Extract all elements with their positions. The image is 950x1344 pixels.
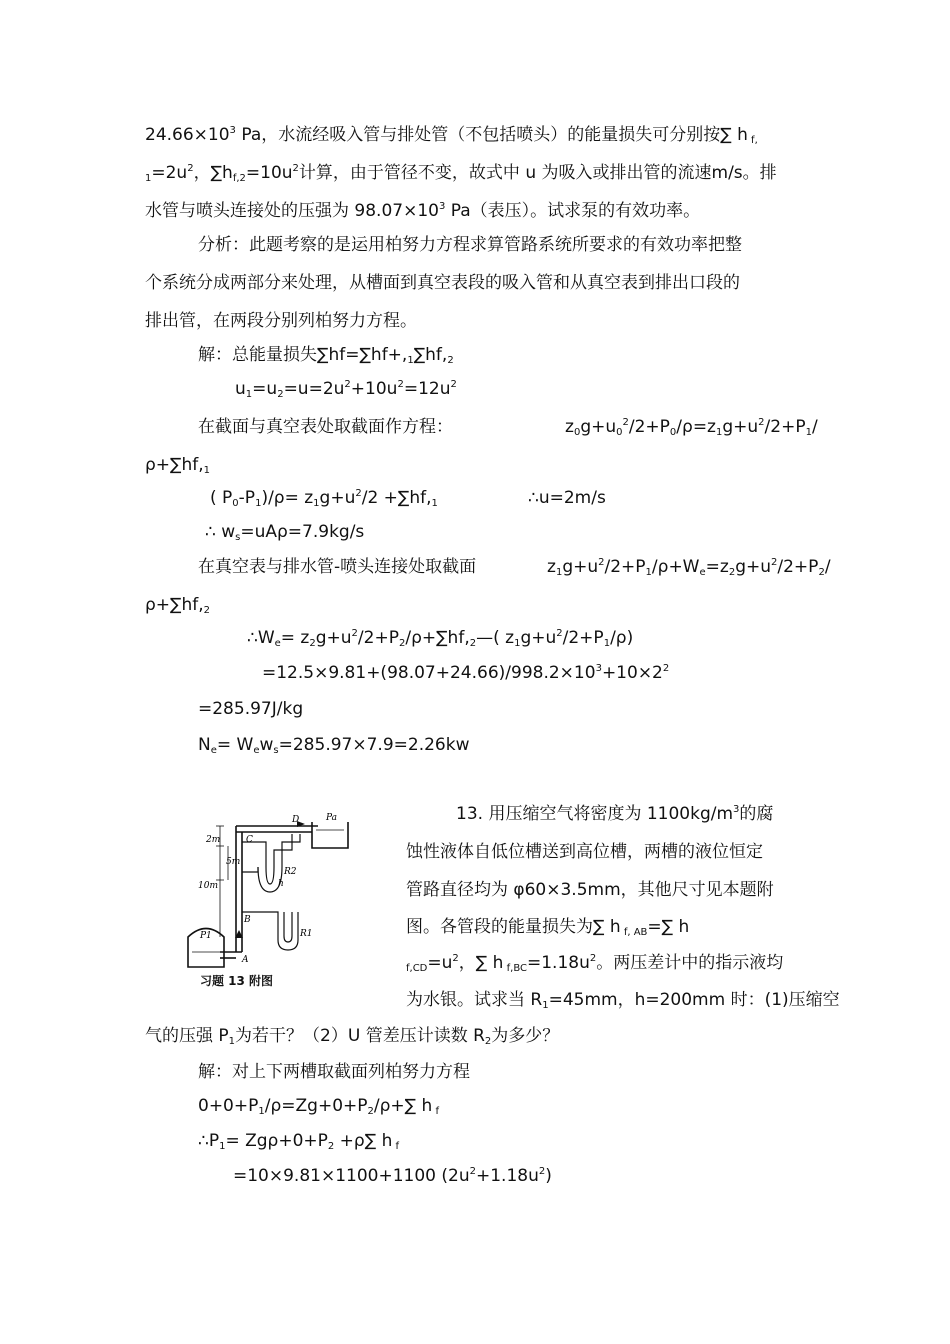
subscript: f, AB: [620, 927, 648, 938]
text-run: 为若干？（2）U 管差压计读数 R: [235, 1026, 485, 1046]
text-run: 解：对上下两槽取截面列柏努力方程: [198, 1062, 470, 1082]
superscript: 2: [469, 1166, 476, 1177]
text-run: =2u: [151, 163, 188, 183]
subscript: 0: [669, 427, 677, 438]
superscript: 2: [538, 1166, 546, 1177]
superscript: 2: [589, 953, 597, 964]
text-run: = z: [280, 628, 310, 648]
label-B: B: [244, 915, 251, 925]
text-run: z: [547, 557, 556, 577]
label-C: C: [246, 835, 253, 845]
text-run: z: [565, 417, 574, 437]
text-run: +ρ∑ h: [334, 1131, 393, 1151]
text-run: Pa，水流经吸入管与排处管（不包括喷头）的能量损失可分别按∑ h: [235, 125, 748, 145]
text-run: 气的压强 P: [145, 1026, 229, 1046]
text-run: 为多少？: [491, 1026, 560, 1046]
subscript: 2: [484, 1036, 492, 1047]
subscript: f,2: [232, 173, 246, 184]
subscript: e: [210, 745, 217, 756]
label-Pa: Pa: [326, 813, 338, 823]
text-run: =z: [705, 557, 729, 577]
superscript: 2: [187, 163, 194, 174]
text-run: =u=2u: [283, 379, 345, 399]
label-A: A: [242, 955, 249, 965]
subscript: 2: [277, 389, 284, 400]
subscript: 2: [327, 1141, 335, 1152]
text-run: =uAρ=7.9kg/s: [240, 522, 365, 542]
superscript: 2: [771, 557, 778, 568]
text-line-l28: [198, 1131, 399, 1151]
text-run: /ρ): [610, 628, 634, 648]
text-run: =10×9.81×1100+1100 (2u: [233, 1166, 470, 1186]
text-line-l9b: [565, 417, 818, 437]
subscript: f: [432, 1106, 439, 1117]
subscript: 0: [616, 427, 623, 438]
subscript: 1: [219, 1141, 226, 1152]
text-run: 管路直径均为 φ60×3.5mm，其他尺寸见本题附: [406, 880, 774, 900]
subscript: 1: [145, 173, 152, 184]
text-run: =45mm，h=200mm 时：(1)压缩空: [548, 990, 840, 1010]
text-line-l8: [235, 379, 457, 399]
superscript: 2: [452, 953, 459, 964]
text-run: g+u: [520, 628, 557, 648]
subscript: e: [253, 745, 260, 756]
text-run: -P: [238, 488, 256, 508]
text-run: ，∑ h: [458, 953, 504, 973]
subscript: 1: [313, 498, 320, 509]
text-run: )/ρ= z: [261, 488, 314, 508]
label-R2: R2: [284, 867, 297, 877]
subscript: 1: [245, 389, 253, 400]
problem-13-figure: [180, 812, 378, 992]
text-run: /ρ+∑ h: [373, 1096, 433, 1116]
superscript: 2: [758, 417, 765, 428]
text-run: 。两压差计中的指示液均: [596, 953, 784, 973]
text-line-l19: [456, 804, 773, 824]
text-run: /ρ=z: [676, 417, 716, 437]
superscript: 2: [292, 163, 299, 174]
subscript: 2: [203, 605, 211, 616]
text-run: 计算，由于管径不变，故式中 u 为吸入或排出管的流速m/s。排: [298, 163, 777, 183]
text-run: = Zgρ+0+P: [225, 1131, 328, 1151]
text-line-l13b: [547, 557, 831, 577]
text-run: +10u: [350, 379, 398, 399]
text-run: 0+0+P: [198, 1096, 259, 1116]
superscript: 2: [450, 379, 457, 390]
text-line-l24: [406, 990, 840, 1010]
superscript: 2: [662, 663, 670, 674]
subscript: 2: [728, 567, 736, 578]
subscript: 2: [367, 1106, 374, 1117]
text-run: =285.97×7.9=2.26kw: [278, 735, 470, 755]
superscript: 3: [595, 663, 602, 674]
text-run: g+u: [562, 557, 599, 577]
text-run: /ρ+W: [651, 557, 700, 577]
text-line-l25: [145, 1026, 559, 1046]
subscript: 2: [469, 638, 477, 649]
superscript: 2: [556, 628, 563, 639]
label-10m: 10m: [198, 881, 218, 891]
text-run: ρ+∑hf,: [145, 595, 204, 615]
text-line-l4: [198, 235, 742, 255]
subscript: 2: [818, 567, 825, 578]
subscript: 1: [407, 355, 414, 366]
subscript: f,BC: [503, 963, 527, 974]
subscript: 1: [203, 465, 211, 476]
subscript: 2: [309, 638, 316, 649]
text-run: g+u: [722, 417, 759, 437]
text-line-l26: [198, 1062, 470, 1082]
text-run: /2+P: [764, 417, 806, 437]
text-run: g+u: [580, 417, 617, 437]
text-line-l29: [233, 1166, 552, 1186]
superscript: 2: [344, 379, 351, 390]
text-run: 排出管，在两段分别列柏努力方程。: [145, 311, 417, 331]
subscript: 1: [514, 638, 521, 649]
subscript: 1: [603, 638, 611, 649]
superscript: 3: [438, 201, 446, 212]
text-line-l6: [145, 311, 417, 331]
text-run: =285.97J/kg: [198, 699, 304, 719]
text-run: =10u: [245, 163, 293, 183]
text-line-l23: [406, 953, 783, 973]
text-line-l12: [205, 522, 364, 542]
superscript: 2: [351, 628, 358, 639]
subscript: 1: [715, 427, 723, 438]
text-run: ∴u=2m/s: [528, 488, 606, 508]
label-D: D: [292, 815, 300, 825]
text-line-l27: [198, 1096, 439, 1116]
text-line-l22: [406, 917, 689, 937]
text-line-l5: [145, 273, 740, 293]
superscript: 2: [598, 557, 605, 568]
text-run: —( z: [476, 628, 515, 648]
text-run: 个系统分成两部分来处理，从槽面到真空表段的吸入管和从真空表到排出口段的: [145, 273, 740, 293]
text-line-l16: [262, 663, 669, 683]
text-run: 13. 用压缩空气将密度为 1100kg/m: [456, 804, 734, 824]
subscript: 1: [805, 427, 812, 438]
text-line-l11: [210, 488, 438, 508]
text-run: /ρ+∑hf,: [405, 628, 470, 648]
text-run: =12.5×9.81+(98.07+24.66)/998.2×10: [262, 663, 596, 683]
text-line-l9: [198, 417, 453, 437]
figure-caption: 习题 13 附图: [200, 974, 274, 988]
text-run: 水管与喷头连接处的压强为 98.07×10: [145, 201, 439, 221]
text-run: /: [824, 557, 831, 577]
text-run: ，∑h: [193, 163, 233, 183]
subscript: 1: [228, 1036, 236, 1047]
subscript: f,CD: [406, 963, 428, 974]
text-run: =1.18u: [526, 953, 590, 973]
text-run: /2+P: [777, 557, 819, 577]
subscript: 1: [431, 498, 438, 509]
superscript: 3: [733, 804, 740, 815]
subscript: 1: [255, 498, 262, 509]
text-run: Pa（表压）。试求泵的有效功率。: [445, 201, 701, 221]
text-run: 24.66×10: [145, 125, 230, 145]
subscript: e: [274, 638, 281, 649]
text-run: /2+P: [604, 557, 646, 577]
text-line-l7: [198, 345, 454, 365]
text-run: +1.18u: [476, 1166, 539, 1186]
text-run: u: [235, 379, 246, 399]
text-run: 为水银。试求当 R: [406, 990, 543, 1010]
subscript: f: [392, 1141, 400, 1152]
subscript: 1: [645, 567, 652, 578]
superscript: 3: [229, 125, 236, 136]
text-run: ∴W: [247, 628, 275, 648]
text-run: g+u: [319, 488, 356, 508]
subscript: s: [235, 532, 241, 543]
text-run: N: [198, 735, 211, 755]
subscript: 0: [232, 498, 239, 509]
label-5m: 5m: [226, 857, 241, 867]
text-run: g+u: [315, 628, 352, 648]
text-run: ∴ w: [205, 522, 236, 542]
text-line-l20: [406, 842, 763, 862]
superscript: 2: [355, 488, 362, 499]
text-line-l17: [198, 699, 303, 719]
text-line-l21: [406, 880, 774, 900]
label-2m: 2m: [206, 835, 221, 845]
subscript: f,: [747, 135, 758, 146]
text-run: 在截面与真空表处取截面作方程：: [198, 417, 453, 437]
subscript: e: [699, 567, 706, 578]
pipe-system-diagram: [180, 812, 378, 972]
text-run: ): [545, 1166, 552, 1186]
text-line-l2: [145, 163, 777, 183]
text-line-l1: [145, 125, 758, 145]
text-line-l14: [145, 595, 210, 615]
text-line-l15: [247, 628, 633, 648]
subscript: 1: [555, 567, 563, 578]
text-line-l10: [145, 455, 210, 475]
text-run: =∑ h: [647, 917, 690, 937]
text-run: 蚀性液体自低位槽送到高位槽，两槽的液位恒定: [406, 842, 763, 862]
text-run: +10×2: [601, 663, 663, 683]
subscript: 2: [398, 638, 406, 649]
text-run: ( P: [210, 488, 233, 508]
text-run: 解：总能量损失∑hf=∑hf+,: [198, 345, 408, 365]
text-run: w: [259, 735, 274, 755]
text-run: g+u: [735, 557, 772, 577]
text-run: 的腐: [739, 804, 774, 824]
superscript: 2: [397, 379, 404, 390]
text-line-l3: [145, 201, 700, 221]
text-run: 图。各管段的能量损失为∑ h: [406, 917, 621, 937]
text-run: /2+P: [628, 417, 670, 437]
label-p1: P1: [200, 931, 212, 941]
subscript: 1: [258, 1106, 265, 1117]
subscript: 2: [447, 355, 454, 366]
text-run: ρ+∑hf,: [145, 455, 204, 475]
subscript: 1: [542, 1000, 549, 1011]
text-run: 分析：此题考察的是运用柏努力方程求算管路系统所要求的有效功率把整: [198, 235, 742, 255]
text-run: =12u: [403, 379, 451, 399]
text-run: /2+P: [562, 628, 604, 648]
text-run: /ρ=Zg+0+P: [264, 1096, 368, 1116]
text-run: =u: [252, 379, 278, 399]
text-run: 在真空表与排水管-喷头连接处取截面: [198, 557, 477, 577]
text-run: ∴P: [198, 1131, 220, 1151]
label-R1: R1: [300, 929, 313, 939]
text-line-l18: [198, 735, 469, 755]
subscript: s: [273, 745, 279, 756]
label-h: h: [278, 879, 284, 889]
text-run: /2+P: [357, 628, 399, 648]
text-run: =u: [427, 953, 453, 973]
text-run: = W: [216, 735, 254, 755]
text-line-l13: [198, 557, 476, 577]
subscript: 0: [573, 427, 581, 438]
superscript: 2: [622, 417, 629, 428]
text-run: ∑hf,: [413, 345, 448, 365]
text-run: /: [811, 417, 818, 437]
text-run: /2 +∑hf,: [361, 488, 432, 508]
text-line-l11b: [528, 488, 606, 508]
